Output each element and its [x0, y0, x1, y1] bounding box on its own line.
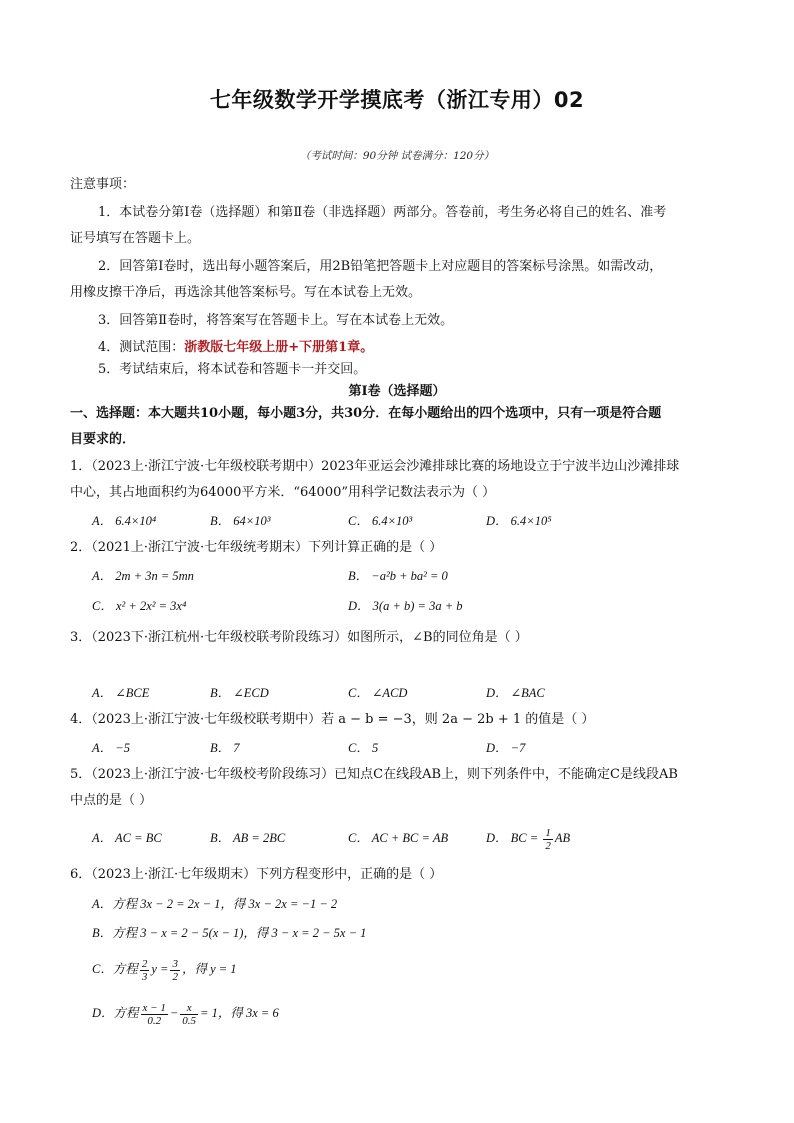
q1-stem-b: 中心，其占地面积约为64000平方米．“64000”用科学记数法表示为（ ） — [70, 485, 496, 500]
q6-c-fraction-2 — [170, 958, 180, 983]
q6-c-num-1: 2 — [141, 957, 148, 970]
section-intro-b: 目要求的． — [70, 432, 136, 447]
q6-c-fraction-1 — [140, 958, 150, 983]
q5-option-a: A． AC = BC — [92, 831, 162, 845]
q5-option-d-suffix: AB — [554, 831, 571, 845]
q6-d-num-2: x — [180, 1002, 198, 1015]
q6-option-b: B．方程 3 − x = 2 − 5(x − 1)，得 3 − x = 2 − 5x − 1 — [92, 926, 367, 940]
q1-option-a: A． 6.4×10⁴ — [92, 514, 157, 528]
q6-d-num-1: x − 1 — [142, 1001, 166, 1014]
note-1b: 证号填写在答题卡上。 — [70, 231, 201, 246]
q3-option-a: A． ∠BCE — [92, 686, 150, 700]
q6-d-suffix: = 1，得 3x = 6 — [200, 1006, 279, 1020]
q6-stem: 6．（2023上·浙江·七年级期末）下列方程变形中，正确的是（ ） — [70, 867, 443, 882]
q6-c-den-2: 2 — [172, 970, 178, 983]
q6-d-fraction-1 — [141, 1002, 168, 1027]
note-2b: 用橡皮擦干净后，再选涂其他答案标号。写在本试卷上无效。 — [70, 285, 422, 300]
note-3: 3．回答第Ⅱ卷时，将答案写在答题卡上。写在本试卷上无效。 — [98, 313, 454, 328]
note-4-range: 浙教版七年级上册+下册第1章。 — [184, 340, 374, 355]
q5-option-d-fraction — [543, 827, 553, 852]
q2-option-a: A． 2m + 3n = 5mn — [92, 569, 194, 583]
q6-d-minus: − — [169, 1006, 179, 1020]
section-title: 第Ⅰ卷（选择题） — [348, 384, 446, 399]
q2-stem: 2．（2021上·浙江宁波·七年级统考期末）下列计算正确的是（ ） — [70, 540, 443, 555]
note-5: 5．考试结束后，将本试卷和答题卡一并交回。 — [98, 362, 367, 377]
note-4 — [98, 339, 373, 357]
section-intro-a: 一、选择题：本大题共10小题，每小题3分，共30分．在每小题给出的四个选项中，只有一项是符合题 — [70, 406, 662, 421]
q5-option-b: B． AB = 2BC — [210, 831, 286, 845]
q5-option-c: C． AC + BC = AB — [348, 831, 449, 845]
q6-c-prefix: C．方程 — [92, 962, 138, 976]
exam-title: 七年级数学开学摸底考（浙江专用）02 — [209, 88, 585, 112]
q1-option-b: B． 64×10³ — [210, 514, 271, 528]
q6-d-fraction-2 — [180, 1002, 198, 1027]
q5-d-denominator: 2 — [545, 839, 551, 852]
q4-option-b: B． 7 — [210, 741, 240, 755]
q5-stem-b: 中点的是（ ） — [70, 793, 153, 808]
q6-c-den-1: 3 — [141, 970, 148, 983]
exam-subtitle: （考试时间：90分钟 试卷满分：120分） — [299, 150, 495, 162]
q6-d-den-1: 0.2 — [147, 1014, 162, 1027]
q3-stem: 3．（2023下·浙江杭州·七年级校联考阶段练习）如图所示，∠B的同位角是（ ） — [70, 630, 528, 645]
q2-option-d: D． 3(a + b) = 3a + b — [348, 599, 463, 613]
q2-option-b: B． −a²b + ba² = 0 — [348, 569, 448, 583]
q5-option-d-prefix: D． BC = — [486, 831, 539, 845]
q5-option-d — [486, 821, 570, 855]
q3-option-d: D． ∠BAC — [486, 686, 545, 700]
q5-d-numerator: 1 — [545, 826, 551, 839]
q6-c-suffix: ，得 y = 1 — [181, 962, 237, 976]
note-1a: 1．本试卷分第Ⅰ卷（选择题）和第Ⅱ卷（非选择题）两部分。答卷前，考生务必将自己的姓名、准考 — [98, 205, 667, 220]
note-4-prefix: 4．测试范围： — [98, 340, 185, 355]
q4-option-c: C． 5 — [348, 741, 379, 755]
notes-heading: 注意事项： — [70, 177, 136, 192]
q5-stem-a: 5．（2023上·浙江宁波·七年级校考阶段练习）已知点C在线段AB上，则下列条件中，不能确定C是线段AB — [70, 767, 678, 782]
q6-c-num-2: 3 — [172, 957, 178, 970]
q6-d-prefix: D．方程 — [92, 1006, 139, 1020]
q4-option-d: D． −7 — [486, 741, 526, 755]
q3-option-b: B． ∠ECD — [210, 686, 269, 700]
q2-option-c: C． x² + 2x² = 3x⁴ — [92, 599, 187, 613]
note-2a: 2．回答第Ⅰ卷时，选出每小题答案后，用2B铅笔把答题卡上对应题目的答案标号涂黑。如需改动， — [98, 259, 663, 274]
q6-option-a: A．方程 3x − 2 = 2x − 1，得 3x − 2x = −1 − 2 — [92, 897, 338, 911]
q4-option-a: A． −5 — [92, 741, 130, 755]
q6-c-mid: y = — [151, 962, 169, 976]
q1-option-d: D． 6.4×10⁵ — [486, 514, 552, 528]
q3-option-c: C． ∠ACD — [348, 686, 408, 700]
q1-stem-a: 1．（2023上·浙江宁波·七年级校联考期中）2023年亚运会沙滩排球比赛的场地设立于宁波半边山沙滩排球 — [70, 459, 680, 474]
q6-option-d — [92, 996, 279, 1030]
q6-d-den-2: 0.5 — [182, 1014, 197, 1027]
q6-option-c — [92, 952, 237, 986]
q4-stem: 4．（2023上·浙江宁波·七年级校联考期中）若 a − b = −3，则 2a − 2b + 1 的值是（ ） — [70, 712, 595, 727]
q1-option-c: C． 6.4×10³ — [348, 514, 413, 528]
